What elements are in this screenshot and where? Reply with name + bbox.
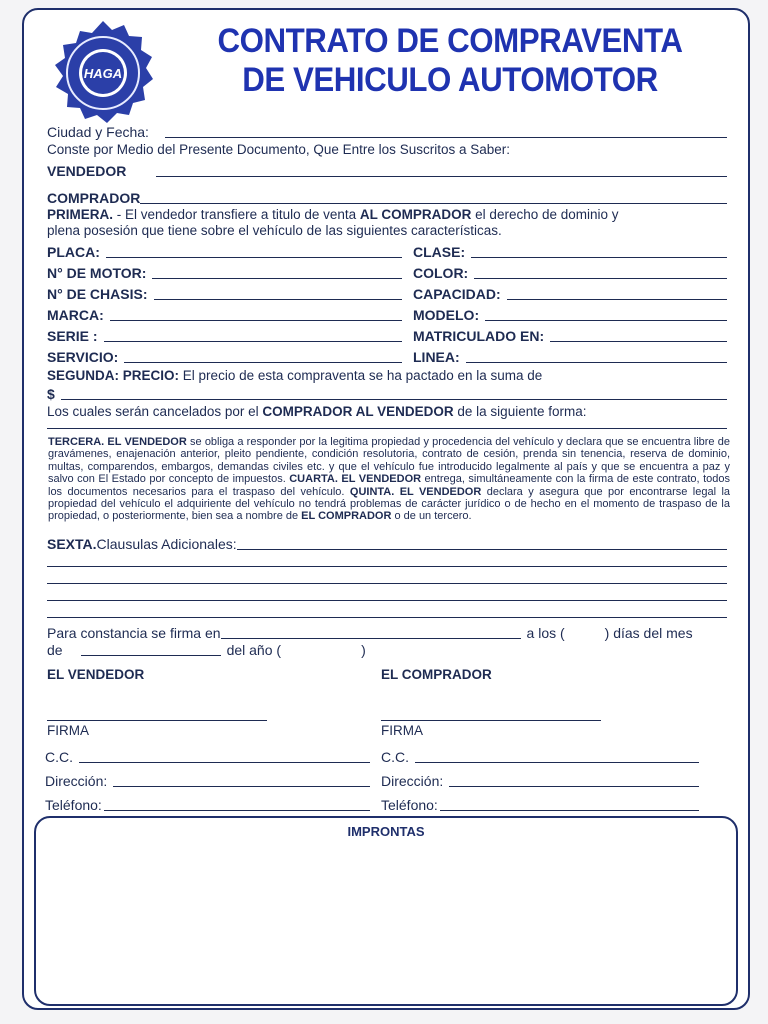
forma-pago-line[interactable] [47, 428, 727, 429]
sexta-label: SEXTA. [47, 536, 97, 552]
linea-label: LINEA: [413, 349, 460, 365]
forma-text-b: de la siguiente forma: [453, 404, 587, 419]
color-input[interactable] [474, 277, 727, 279]
vendedor-firma-label: FIRMA [47, 723, 89, 738]
motor-label: N° DE MOTOR: [47, 265, 147, 281]
field-color [413, 265, 727, 282]
title-line-2: DE VEHICULO AUTOMOTOR [242, 61, 658, 99]
precio-input[interactable] [61, 398, 727, 400]
comprador-telefono-field[interactable] [440, 809, 699, 811]
forma-text-a: Los cuales serán cancelados por el [47, 404, 263, 419]
primera-line-2: plena posesión que tiene sobre el vehículo de las siguientes características. [47, 223, 502, 238]
field-motor [47, 265, 402, 282]
capacidad-input[interactable] [507, 298, 727, 300]
cuarta-label: CUARTA. EL VENDEDOR [289, 473, 422, 486]
clase-input[interactable] [471, 256, 727, 258]
comprador-cc-field[interactable] [415, 761, 699, 763]
ciudad-fecha-field[interactable] [165, 136, 727, 138]
comprador-row [47, 190, 727, 207]
precio-row [47, 386, 727, 403]
conste-text: Conste por Medio del Presente Documento, Que Entre los Suscritos a Saber: [47, 142, 510, 157]
ciudad-fecha-label: Ciudad y Fecha: [47, 124, 149, 140]
field-servicio [47, 349, 402, 366]
sexta-row [47, 536, 727, 553]
tercera-text: se obliga a responder por la legitima propiedad y procedencia del vehículo y declara que se encuentra libre de gravámenes, enajenación anterior, pleito pendiente, condición resolutoria, contrato de cesión, prenda sin tenencia, reserva de dominio, multas, comparendos, embargos, demandas civiles etc. y que el vehículo fue introducido legalmente al país y que se encuentra a paz y salvo con El Estado por concepto de impuestos. [48, 436, 730, 486]
comprador-label: COMPRADOR [47, 190, 141, 206]
vendedor-label: VENDEDOR [47, 163, 127, 179]
primera-bold: AL COMPRADOR [359, 207, 472, 222]
chasis-label: N° DE CHASIS: [47, 286, 148, 302]
comprador-direccion-row [381, 773, 699, 790]
primera-clause [47, 207, 737, 239]
quinta-text: declara y asegura que por encontrarse legal la propiedad del vehículo el adquiriente del vehículo no tendrá problemas de carácter jurídico o de hecho en el momento de traspaso de la propiedad, o posteriormente, bien sea a nombre de [48, 485, 731, 523]
comprador-signature-line[interactable] [381, 720, 601, 721]
placa-label: PLACA: [47, 244, 100, 260]
sexta-line-4[interactable] [47, 600, 727, 601]
sexta-line-2[interactable] [47, 566, 727, 567]
vendedor-direccion-label: Dirección: [45, 773, 108, 789]
vendedor-cc-row [45, 749, 370, 766]
primera-text-a: - El vendedor transfiere a titulo de venta [113, 207, 360, 222]
precio-label: PRECIO: [122, 368, 180, 383]
forma-bold: COMPRADOR AL VENDEDOR [262, 404, 454, 419]
clase-label: CLASE: [413, 244, 466, 260]
ciudad-firma-field[interactable] [221, 637, 521, 639]
comprador-field[interactable] [140, 202, 727, 204]
improntas-title: IMPRONTAS [347, 824, 425, 839]
sexta-field-1[interactable] [237, 548, 727, 550]
cuarta-text: entrega, simultáneamente con la firma de este contrato, todos los documentos necesarios para el traspaso del vehículo. [48, 473, 730, 498]
comprador-cc-label: C.C. [381, 749, 409, 765]
a-los-label: a los ( [526, 625, 565, 641]
quinta-text-end: o de un tercero. [391, 510, 472, 523]
marca-input[interactable] [110, 319, 402, 321]
segunda-text: El precio de esta compraventa se ha pactado en la suma de [179, 368, 543, 383]
field-linea [413, 349, 727, 366]
primera-text-b: el derecho de dominio y [471, 207, 619, 222]
vendedor-telefono-row [45, 797, 370, 814]
matriculado-label: MATRICULADO EN: [413, 328, 545, 344]
svg-text:HAGA: HAGA [83, 66, 123, 81]
dias-label: ) días del mes [604, 625, 693, 641]
serie-input[interactable] [104, 340, 402, 342]
constancia-row [47, 625, 737, 642]
vendedor-signature-title: EL VENDEDOR [47, 667, 145, 682]
serie-label: SERIE : [47, 328, 98, 344]
forma-pago-text [47, 404, 737, 420]
modelo-label: MODELO: [413, 307, 480, 323]
ciudad-fecha-row [47, 124, 727, 141]
comprador-telefono-row [381, 797, 699, 814]
servicio-input[interactable] [124, 361, 402, 363]
sexta-text: Clausulas Adicionales: [96, 536, 237, 552]
constancia-label: Para constancia se firma en [47, 625, 221, 641]
clauses-tercera-quinta [48, 436, 730, 523]
matriculado-input[interactable] [550, 340, 727, 342]
company-logo [48, 18, 158, 128]
field-placa [47, 244, 402, 261]
field-matriculado [413, 328, 727, 345]
placa-input[interactable] [106, 256, 402, 258]
servicio-label: SERVICIO: [47, 349, 119, 365]
field-chasis [47, 286, 402, 303]
de-label: de [47, 642, 63, 658]
field-serie [47, 328, 402, 345]
vendedor-cc-field[interactable] [79, 761, 370, 763]
title-line-1: CONTRATO DE COMPRAVENTA [217, 22, 683, 60]
field-modelo [413, 307, 727, 324]
improntas-box[interactable] [34, 816, 738, 1006]
comprador-signature-title: EL COMPRADOR [381, 667, 492, 682]
marca-label: MARCA: [47, 307, 104, 323]
capacidad-label: CAPACIDAD: [413, 286, 501, 302]
vendedor-telefono-label: Teléfono: [45, 797, 102, 813]
sexta-line-3[interactable] [47, 583, 727, 584]
mes-field[interactable] [81, 654, 221, 656]
vendedor-telefono-field[interactable] [104, 809, 370, 811]
field-capacidad [413, 286, 727, 303]
anio-close: ) [361, 642, 366, 658]
document-title [202, 22, 699, 100]
comprador-telefono-label: Teléfono: [381, 797, 438, 813]
vendedor-cc-label: C.C. [45, 749, 73, 765]
vendedor-direccion-row [45, 773, 370, 790]
color-label: COLOR: [413, 265, 469, 281]
tercera-label: TERCERA. EL VENDEDOR [48, 436, 187, 448]
field-clase [413, 244, 727, 261]
primera-label: PRIMERA. [47, 207, 114, 222]
comprador-cc-row [381, 749, 699, 766]
motor-input[interactable] [152, 277, 402, 279]
field-marca [47, 307, 402, 324]
vendedor-direccion-field[interactable] [113, 785, 370, 787]
vendedor-row [47, 163, 727, 180]
dollar-sign: $ [47, 386, 55, 402]
vendedor-field[interactable] [156, 175, 727, 177]
sexta-line-5[interactable] [47, 617, 727, 618]
modelo-input[interactable] [485, 319, 727, 321]
comprador-direccion-label: Dirección: [381, 773, 444, 789]
quinta-label: QUINTA. EL VENDEDOR [349, 485, 482, 498]
segunda-label: SEGUNDA: [47, 368, 120, 383]
vendedor-signature-line[interactable] [47, 720, 267, 721]
del-anio-label: del año ( [226, 642, 282, 658]
chasis-input[interactable] [154, 298, 403, 300]
comprador-direccion-field[interactable] [449, 785, 699, 787]
comprador-bold: EL COMPRADOR [301, 510, 392, 523]
linea-input[interactable] [466, 361, 727, 363]
mes-anio-row [47, 642, 447, 659]
comprador-firma-label: FIRMA [381, 723, 423, 738]
segunda-clause [47, 368, 737, 384]
